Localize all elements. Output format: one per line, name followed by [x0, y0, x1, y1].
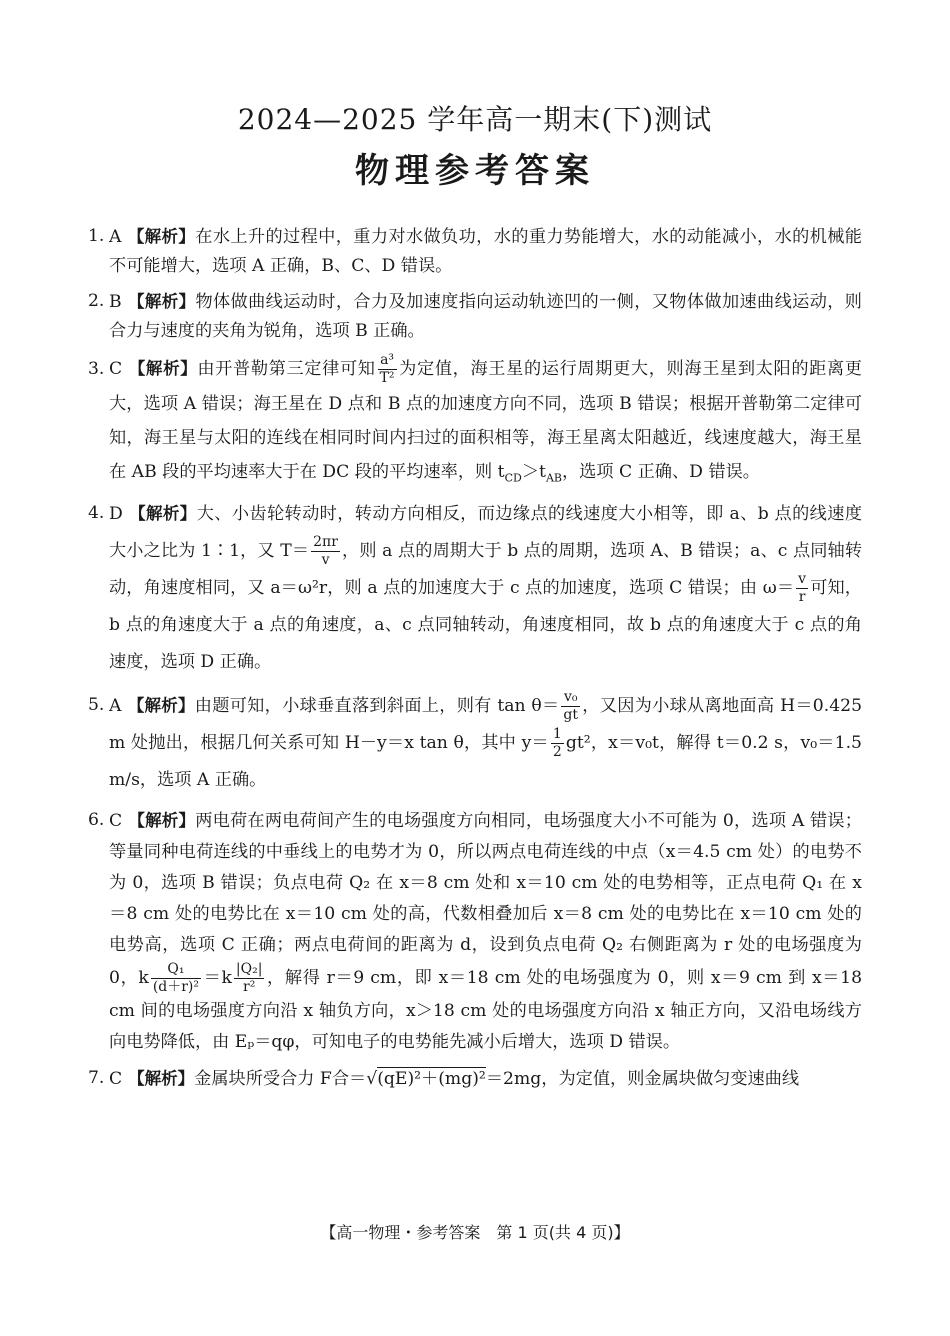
subscript: AB	[545, 471, 562, 485]
answer-letter: C	[109, 1069, 123, 1089]
explanation-text: 两电荷在两电荷间产生的电场强度方向相同，电场强度大小不可能为 0，选项 A 错误；等量同种电荷连线的中垂线上的电势才为 0，所以两点电荷连线的中点（x＝4.5 cm 处）的电势不为 0，选项 B 错误；负点电荷 Q₂ 在 x＝8 cm 处和 x＝10 cm 处的电势相等，正点电荷 Q₁ 在 x＝8 cm 处的电势比在 x＝10 cm 处的高，代数相叠加后 x＝8 cm 处的电势比在 x＝10 cm 处的电势高，选项 C 正确；两点电荷间的距离为 d，设到负点电荷 Q₂ 右侧距离为 r 处的电场强度为 0，k	[109, 811, 862, 988]
field-fraction-1	[151, 961, 201, 996]
fraction-denominator: T²	[379, 370, 395, 386]
question-1	[88, 222, 862, 281]
fraction-numerator: v	[798, 571, 807, 587]
question-number: 3.	[88, 359, 105, 379]
analysis-tag: 【解析】	[128, 359, 198, 378]
question-4	[88, 495, 862, 681]
question-3	[88, 352, 862, 489]
explanation-text: ＞t	[521, 462, 546, 482]
explanation-text: 物体做曲线运动时，合力及加速度指向运动轨迹凹的一侧，又物体做加速曲线运动，则合力与速度的夹角为锐角，选项 B 正确。	[109, 292, 862, 341]
explanation-text: ，选项 C 正确、D 错误。	[561, 462, 760, 482]
page-footer: 【高一物理・参考答案 第 1 页(共 4 页)】	[320, 1223, 630, 1242]
field-fraction-2	[234, 961, 265, 996]
fraction-denominator: 2	[552, 744, 562, 760]
answer-letter: C	[109, 359, 123, 379]
answer-key-title: 物理参考答案	[355, 151, 595, 191]
explanation-text: gt²，x＝v₀t，解得 t＝0.2 s，v₀＝1.5 m/s，选项 A 正确。	[109, 733, 862, 790]
answer-letter: A	[109, 227, 122, 247]
analysis-tag: 【解析】	[127, 227, 196, 246]
fraction-numerator: 1	[552, 726, 562, 742]
answer-content	[88, 222, 862, 1100]
fraction-numerator: |Q₂|	[235, 961, 263, 977]
explanation-text: 在水上升的过程中，重力对水做负功，水的重力势能增大，水的动能减小，水的机械能不可能增大，选项 A 正确，B、C、D 错误。	[109, 227, 862, 276]
sqrt-radicand: (qE)²＋(mg)²	[377, 1069, 486, 1089]
exam-title: 2024—2025 学年高一期末(下)测试	[237, 103, 713, 136]
explanation-text: 由题可知，小球垂直落到斜面上，则有 tan θ＝	[194, 696, 560, 716]
sqrt-sign: √	[366, 1069, 378, 1089]
tan-fraction	[561, 689, 580, 724]
fraction-denominator: r	[798, 589, 806, 605]
fraction-numerator: Q₁	[151, 961, 201, 979]
analysis-tag: 【解析】	[128, 811, 196, 830]
question-number: 4.	[88, 503, 105, 523]
fraction-denominator: (d＋r)²	[152, 979, 200, 995]
fraction-denominator: r²	[243, 979, 256, 995]
fraction-numerator: v₀	[561, 689, 580, 707]
question-2	[88, 287, 862, 346]
answer-letter: D	[109, 504, 123, 524]
explanation-text: ，又因为小球从离地面高 H＝0.425 m 处抛出，根据几何关系可知 H－y＝x tan θ，其中 y＝	[109, 696, 863, 753]
explanation-text: 可知，b 点的角速度大于 a 点的角速度，a、c 点同轴转动，角速度相同，故 b 点的角速度大于 c 点的角速度，选项 D 正确。	[109, 578, 862, 672]
omega-fraction	[796, 571, 808, 606]
question-number: 1.	[88, 226, 105, 246]
question-6	[88, 805, 862, 1058]
answer-letter: A	[109, 696, 122, 716]
answer-letter: C	[109, 811, 123, 831]
analysis-tag: 【解析】	[128, 1069, 195, 1088]
question-number: 6.	[88, 810, 105, 830]
question-5	[88, 687, 862, 799]
answer-letter: B	[109, 292, 122, 312]
explanation-text: ，则 a 点的周期大于 b 点的周期，选项 A、B 错误；a、c 点同轴转动，角速度相同，又 a＝ω²r，则 a 点的加速度大于 c 点的加速度，选项 C 错误；由 ω＝	[109, 541, 863, 598]
explanation-text: 大、小齿轮转动时，转动方向相反，而边缘点的线速度大小相等，即 a、b 点的线速度大小之比为 1∶1，又 T＝	[109, 504, 863, 561]
analysis-tag: 【解析】	[127, 292, 196, 311]
explanation-text: 金属块所受合力 F合＝	[194, 1069, 367, 1089]
fraction-numerator: a³	[378, 352, 397, 370]
analysis-tag: 【解析】	[127, 696, 195, 715]
explanation-text: ＝k	[203, 968, 232, 988]
subscript: CD	[504, 471, 522, 485]
analysis-tag: 【解析】	[128, 504, 197, 523]
explanation-text: ，解得 r＝9 cm，即 x＝18 cm 处的电场强度为 0，则 x＝9 cm 到 x＝18 cm 间的电场强度方向沿 x 轴负方向，x＞18 cm 处的电场强度方向沿 x 轴正方向，又沿电场线方向电势降低，由 Eₚ＝qφ，可知电子的电势能先减小后增大，选项 D 错误。	[109, 968, 863, 1052]
fraction-denominator: v	[321, 552, 330, 568]
explanation-text: 由开普勒第三定律可知	[197, 359, 376, 379]
explanation-text: 为定值，海王星的运行周期更大，则海王星到太阳的距离更大，选项 A 错误；海王星在 D 点和 B 点的加速度方向不同，选项 B 错误；根据开普勒第二定律可知，海王星与太阳的连线在相同时间内扫过的面积相等，海王星离太阳越近，线速度越大，海王星在 AB 段的平均速率大于在 DC 段的平均速率，则 t	[109, 359, 862, 482]
half-fraction	[551, 726, 564, 761]
question-number: 7.	[88, 1068, 105, 1088]
question-number: 2.	[88, 291, 105, 311]
question-7	[88, 1064, 862, 1094]
kepler-fraction	[378, 352, 397, 387]
fraction-numerator: 2πr	[313, 534, 338, 550]
fraction-denominator: gt	[563, 707, 578, 723]
period-fraction	[311, 534, 340, 569]
explanation-text: ＝2mg，为定值，则金属块做匀变速曲线	[485, 1069, 800, 1089]
question-number: 5.	[88, 695, 105, 715]
